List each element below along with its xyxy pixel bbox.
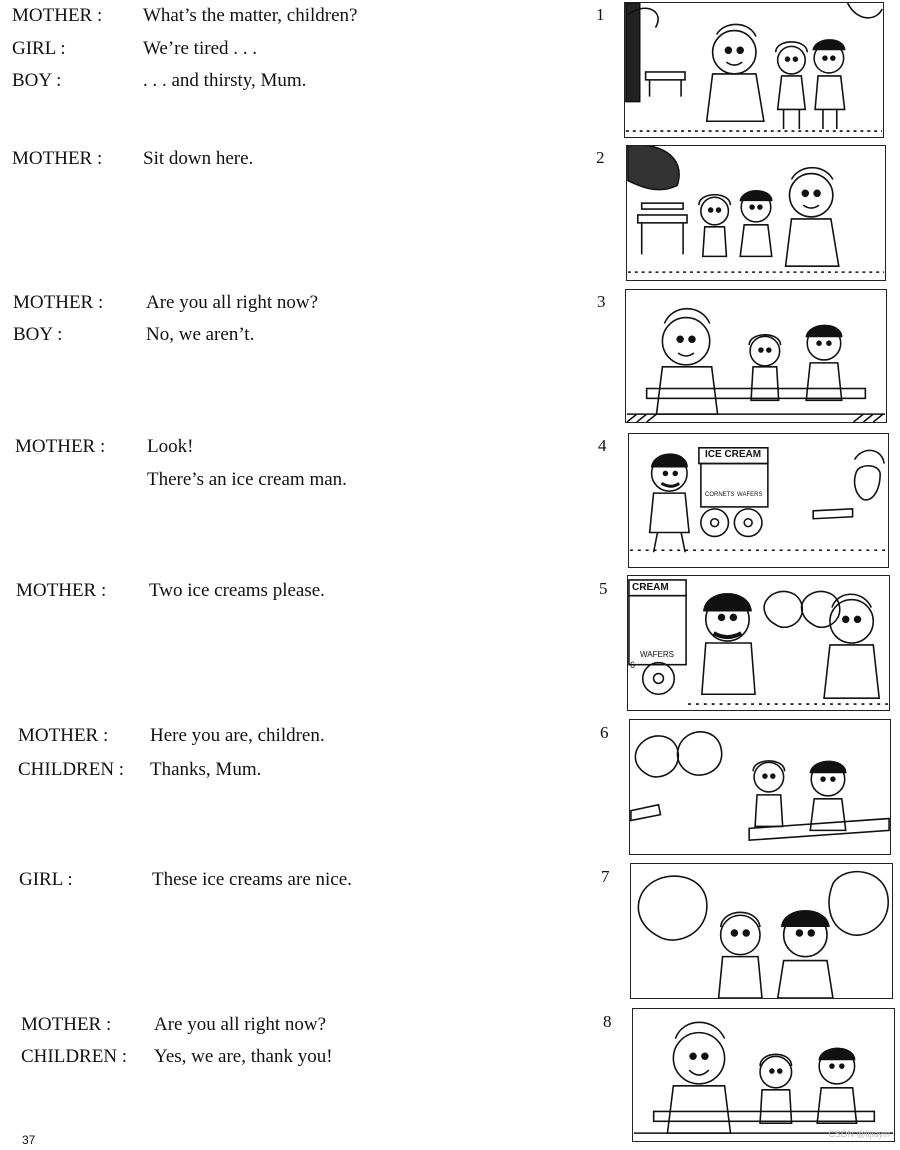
comic-panel-5 bbox=[627, 575, 890, 711]
receiving-ice-cream-illustration bbox=[630, 720, 890, 854]
park-walk-illustration bbox=[625, 3, 883, 137]
comic-panel-8 bbox=[632, 1008, 895, 1142]
dialogue-text: Thanks, Mum. bbox=[150, 759, 262, 780]
speaker-label: BOY : bbox=[13, 324, 63, 345]
speaker-label: MOTHER : bbox=[12, 5, 103, 26]
speaker-label: MOTHER : bbox=[18, 725, 109, 746]
comic-panel-3 bbox=[625, 289, 887, 423]
ice-cream-sign: ICE CREAM bbox=[705, 449, 762, 460]
dialogue-text: Look! bbox=[147, 436, 194, 457]
dialogue-text: No, we aren’t. bbox=[146, 324, 255, 345]
comic-panel-7 bbox=[630, 863, 893, 999]
panel-number: 1 bbox=[596, 5, 605, 24]
speaker-label: MOTHER : bbox=[12, 148, 103, 169]
panel-number: 4 bbox=[598, 436, 607, 455]
speaker-label: CHILDREN : bbox=[21, 1046, 128, 1067]
speaker-label: BOY : bbox=[12, 70, 62, 91]
speaker-label: GIRL : bbox=[12, 38, 66, 59]
happy-family-illustration bbox=[633, 1009, 894, 1141]
bench-sitting-illustration bbox=[626, 290, 886, 422]
cart-label-cornets: CORNETS bbox=[705, 492, 735, 498]
bench-approach-illustration bbox=[627, 146, 885, 280]
dialogue-text: Here you are, children. bbox=[150, 725, 325, 746]
dialogue-text: Two ice creams please. bbox=[149, 580, 325, 601]
panel-number: 2 bbox=[596, 148, 605, 167]
page-number: 37 bbox=[22, 1133, 36, 1147]
dialogue-text: What’s the matter, children? bbox=[143, 5, 358, 26]
speaker-label: MOTHER : bbox=[16, 580, 107, 601]
watermark: CSDN @lijiayin bbox=[828, 1129, 890, 1139]
panel-number: 7 bbox=[601, 867, 610, 886]
dialogue-text: We’re tired . . . bbox=[143, 38, 257, 59]
cart-label-wafers: WAFERS bbox=[640, 650, 674, 659]
buying-ice-cream-illustration bbox=[628, 576, 889, 710]
dialogue-text: Are you all right now? bbox=[146, 292, 319, 313]
speaker-label: GIRL : bbox=[19, 869, 73, 890]
price-label: 6 bbox=[630, 660, 636, 670]
comic-panel-6 bbox=[629, 719, 891, 855]
dialogue-text: Yes, we are, thank you! bbox=[154, 1046, 333, 1067]
panel-number: 6 bbox=[600, 723, 609, 742]
dialogue-text: There’s an ice cream man. bbox=[147, 469, 347, 490]
cart-label-wafers: WAFERS bbox=[737, 492, 763, 498]
panel-number: 3 bbox=[597, 292, 606, 311]
comic-panel-4 bbox=[628, 433, 889, 568]
panel-number: 5 bbox=[599, 579, 608, 598]
eating-ice-cream-illustration bbox=[631, 864, 892, 998]
panel-number: 8 bbox=[603, 1012, 612, 1031]
speaker-label: CHILDREN : bbox=[18, 759, 125, 780]
dialogue-text: Sit down here. bbox=[143, 148, 254, 169]
dialogue-text: These ice creams are nice. bbox=[152, 869, 352, 890]
comic-panel-2 bbox=[626, 145, 886, 281]
cart-sign-cream: CREAM bbox=[632, 582, 669, 593]
speaker-label: MOTHER : bbox=[21, 1014, 112, 1035]
speaker-label: MOTHER : bbox=[15, 436, 106, 457]
speaker-label: MOTHER : bbox=[13, 292, 104, 313]
dialogue-text: . . . and thirsty, Mum. bbox=[143, 70, 307, 91]
dialogue-text: Are you all right now? bbox=[154, 1014, 327, 1035]
comic-panel-1 bbox=[624, 2, 884, 138]
